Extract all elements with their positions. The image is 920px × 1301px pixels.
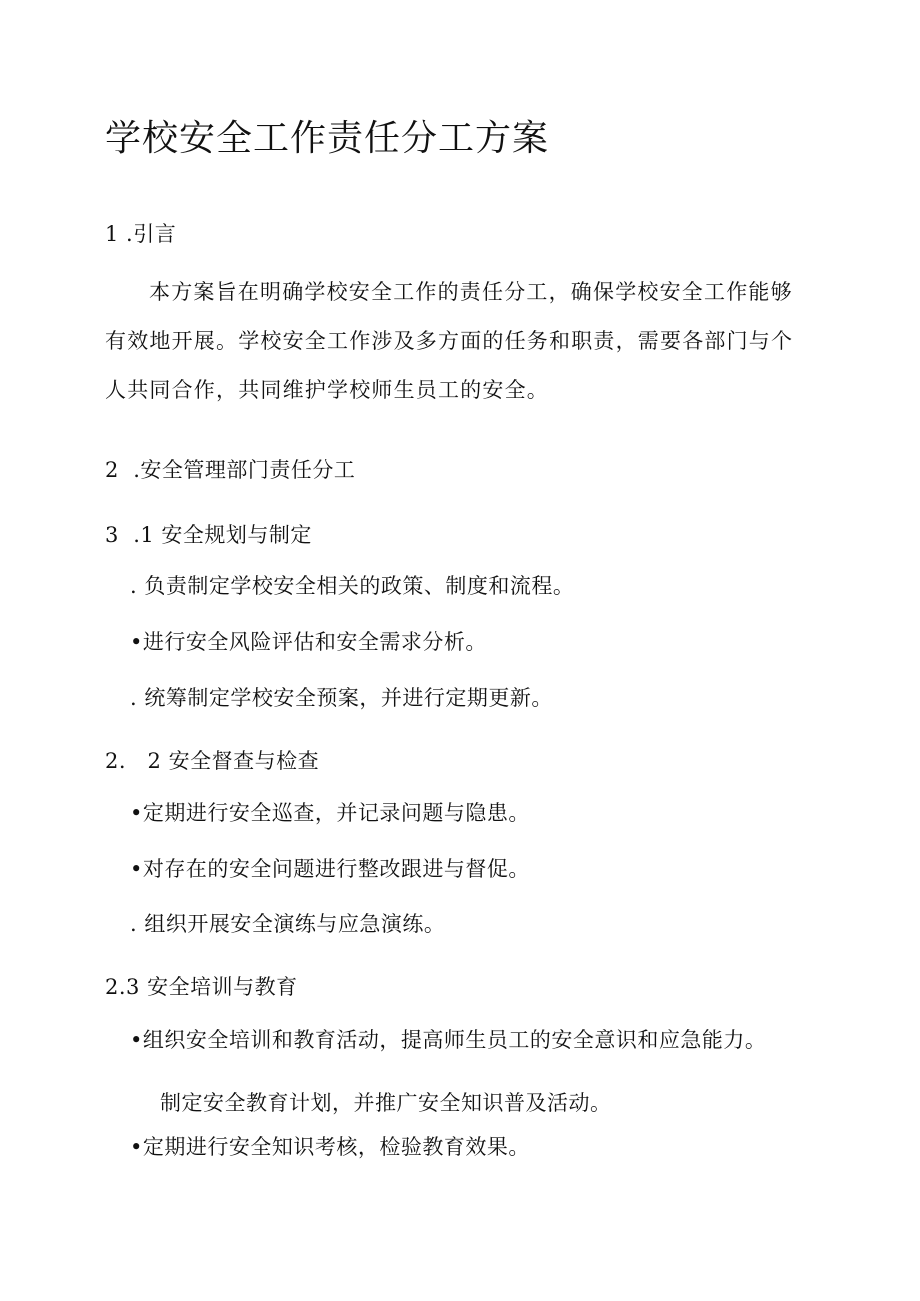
list-item: . 负责制定学校安全相关的政策、制度和流程。: [130, 574, 575, 598]
intro-paragraph: 本方案旨在明确学校安全工作的责任分工，确保学校安全工作能够有效地开展。学校安全工作涉及多方面的任务和职责，需要各部门与个人共同合作，共同维护学校师生员工的安全。: [105, 280, 794, 402]
subsection-heading-planning: 3 .1 安全规划与制定: [105, 523, 312, 547]
list-item: •对存在的安全问题进行整改跟进与督促。: [130, 857, 530, 881]
section-heading-intro: 1 .引言: [105, 222, 177, 246]
list-item: . 组织开展安全演练与应急演练。: [130, 912, 446, 936]
list-item: •进行安全风险评估和安全需求分析。: [130, 630, 487, 654]
list-item: •组织安全培训和教育活动，提高师生员工的安全意识和应急能力。: [130, 1028, 767, 1052]
document-title: 学校安全工作责任分工方案: [105, 118, 550, 159]
list-item: . 统筹制定学校安全预案，并进行定期更新。: [130, 686, 553, 710]
subsection-heading-inspection: 2. 2 安全督查与检查: [105, 749, 320, 773]
list-item: •定期进行安全知识考核，检验教育效果。: [130, 1135, 530, 1159]
subsection-heading-training: 2.3 安全培训与教育: [105, 975, 298, 999]
list-item: •定期进行安全巡查，并记录问题与隐患。: [130, 801, 530, 825]
section-heading-department: 2 .安全管理部门责任分工: [105, 458, 356, 482]
list-item: 制定安全教育计划，并推广安全知识普及活动。: [160, 1091, 612, 1115]
